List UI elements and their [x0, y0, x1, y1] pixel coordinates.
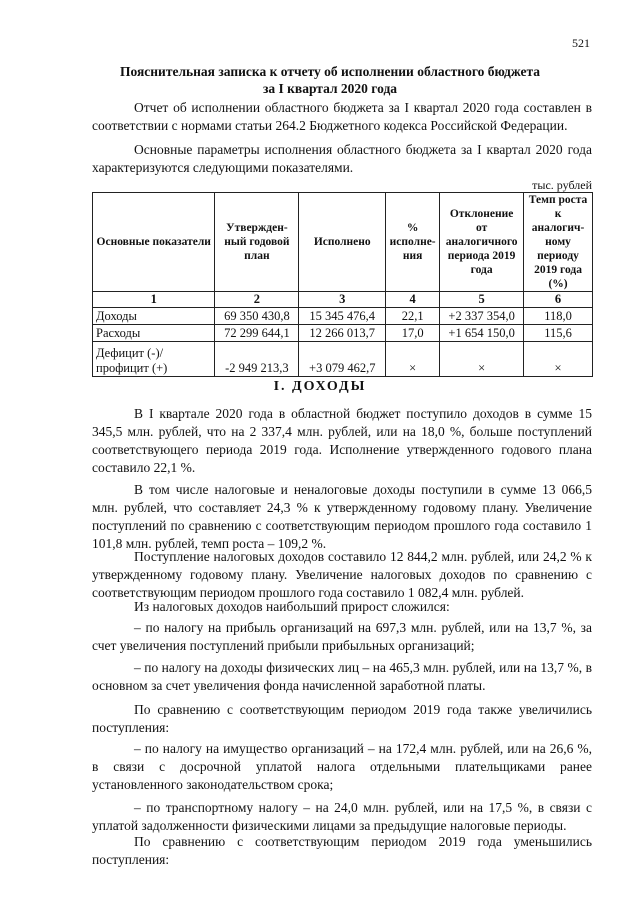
section-heading: I. ДОХОДЫ — [273, 379, 367, 394]
cell-percent: × — [386, 342, 440, 377]
deficit-label-line-1: Дефицит (-)/ — [96, 346, 164, 360]
body-paragraph: По сравнению с соответствующим периодом 2019 года уменьшились поступления: — [92, 834, 592, 867]
cell-growth: 118,0 — [524, 308, 593, 325]
cell-deviation: × — [440, 342, 524, 377]
row-label: Расходы — [93, 325, 215, 342]
header-annual-plan: Утвержден-ный годовой план — [215, 193, 299, 292]
deficit-label-line-2: профицит (+) — [96, 361, 168, 375]
header-growth-rate: Темп роста к аналогич-ному периоду 2019 года (%) — [524, 193, 593, 292]
parameters-table — [92, 192, 593, 377]
col-number: 3 — [299, 292, 386, 308]
page-number: 521 — [572, 36, 590, 50]
col-number: 1 — [93, 292, 215, 308]
table-row-expenses — [93, 325, 593, 342]
body-paragraph: Поступление налоговых доходов составило 12 844,2 млн. рублей, или 24,2 % к утвержденному годовому плану. Увеличение налоговых доходов по сравнению с соответствующим периодом прошлого года составило 1 082,4 млн. рублей. — [92, 549, 592, 600]
table-unit: тыс. рублей — [532, 178, 592, 192]
body-paragraph: В том числе налоговые и неналоговые доходы поступили в сумме 13 066,5 млн. рублей, что составляет 24,3 % к утвержденному годовому плану. Увеличение поступлений по сравнению с соответствующим периодом прошлого года составило 1 101,8 млн. рублей, темп роста – 109,2 %. — [92, 482, 592, 551]
cell-growth: × — [524, 342, 593, 377]
cell-executed: 12 266 013,7 — [299, 325, 386, 342]
body-paragraph: По сравнению с соответствующим периодом 2019 года также увеличились поступления: — [92, 702, 592, 735]
col-number: 2 — [215, 292, 299, 308]
title-line-2: за I квартал 2020 года — [262, 81, 398, 96]
row-label — [93, 342, 215, 377]
cell-deviation: +2 337 354,0 — [440, 308, 524, 325]
body-paragraph: Из налоговых доходов наибольший прирост сложился: — [134, 599, 450, 614]
cell-percent: 22,1 — [386, 308, 440, 325]
body-paragraph: – по налогу на доходы физических лиц – на 465,3 млн. рублей, или на 13,7 %, в основном за счет увеличения фонда начисленной заработной платы. — [92, 660, 592, 693]
body-paragraph: – по транспортному налогу – на 24,0 млн. рублей, или на 17,5 %, в связи с уплатой задолженности физическими лицами за предыдущие налоговые периоды. — [92, 800, 592, 833]
cell-plan: -2 949 213,3 — [215, 342, 299, 377]
row-label: Доходы — [93, 308, 215, 325]
intro-paragraph-2: Основные параметры исполнения областного бюджета за I квартал 2020 года характеризуются следующими показателями. — [92, 142, 592, 175]
cell-executed: 15 345 476,4 — [299, 308, 386, 325]
cell-plan: 72 299 644,1 — [215, 325, 299, 342]
table-column-numbers — [93, 292, 593, 308]
body-paragraph: В I квартале 2020 года в областной бюджет поступило доходов в сумме 15 345,5 млн. рублей, что на 2 337,4 млн. рублей, или на 18,0 %, больше поступлений соответствующего периода 2019 года. Исполнение утвержденного годового плана составило 22,1 %. — [92, 406, 592, 475]
cell-growth: 115,6 — [524, 325, 593, 342]
intro-paragraph-1: Отчет об исполнении областного бюджета за I квартал 2020 года составлен в соответствии с нормами статьи 264.2 Бюджетного кодекса Российской Федерации. — [92, 100, 592, 133]
header-indicators: Основные показатели — [93, 193, 215, 292]
table-header-row — [93, 193, 593, 292]
header-percent: % исполне-ния — [386, 193, 440, 292]
header-deviation: Отклонение от аналогичного периода 2019 года — [440, 193, 524, 292]
table-row-revenue — [93, 308, 593, 325]
cell-executed: +3 079 462,7 — [299, 342, 386, 377]
cell-percent: 17,0 — [386, 325, 440, 342]
header-executed: Исполнено — [299, 193, 386, 292]
table-row-deficit — [93, 342, 593, 377]
body-paragraph: – по налогу на прибыль организаций на 697,3 млн. рублей, или на 13,7 %, за счет увеличения поступлений прибыли прибыльных организаций; — [92, 620, 592, 653]
page-title — [70, 63, 590, 97]
col-number: 6 — [524, 292, 593, 308]
col-number: 5 — [440, 292, 524, 308]
cell-deviation: +1 654 150,0 — [440, 325, 524, 342]
body-paragraph: – по налогу на имущество организаций – на 172,4 млн. рублей, или на 26,6 %, в связи с досрочной уплатой налога отдельными плательщиками ранее установленного законодательством срока; — [92, 741, 592, 792]
col-number: 4 — [386, 292, 440, 308]
cell-plan: 69 350 430,8 — [215, 308, 299, 325]
title-line-1: Пояснительная записка к отчету об исполнении областного бюджета — [119, 64, 541, 79]
